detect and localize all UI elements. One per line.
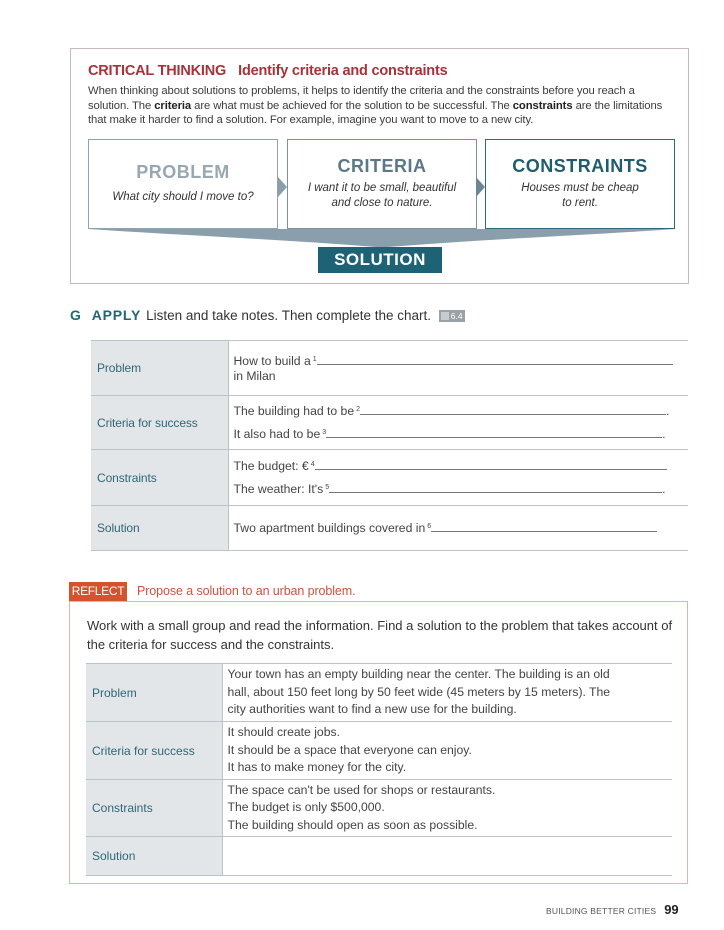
solution-answer-field[interactable] (222, 837, 672, 876)
answer-blank-4[interactable] (315, 469, 667, 470)
row-label: Criteria for success (86, 722, 222, 780)
row-line: It should create jobs. (227, 725, 340, 740)
answer-blank-5[interactable] (329, 492, 662, 493)
fill-line (234, 404, 689, 418)
diagram-constraints-title: CONSTRAINTS (512, 156, 648, 176)
prompt-text: in Milan (233, 368, 276, 383)
critical-thinking-box (70, 48, 689, 284)
prompt-text: The weather: It's (233, 482, 324, 496)
row-label: Problem (86, 664, 222, 722)
diagram-constraints-line: to rent. (562, 197, 598, 209)
reflect-instructions: Work with a small group and read the information. Find a solution to the problem that takes account of the criteria for success and the constraints. (87, 618, 673, 652)
blank-number: 4 (310, 461, 315, 468)
answer-blank-3[interactable] (326, 437, 662, 438)
row-line: city authorities want to find a new use for the building. (227, 702, 517, 717)
blank-number: 2 (356, 406, 361, 413)
text-fragment: are what must be achieved for the solution to be successful. The (191, 99, 513, 112)
page-footer (546, 901, 679, 919)
row-value (222, 664, 672, 722)
prompt-text: The building had to be (233, 404, 355, 418)
diagram-criteria-box (287, 139, 477, 229)
text-fragment: When thinking about solutions to problems, it helps to identify the criteria and the constraints before you reach a solution. The (88, 85, 635, 112)
blank-number: 1 (312, 355, 317, 363)
fill-line (234, 354, 689, 368)
diagram-solution-label: SOLUTION (318, 247, 442, 273)
punctuation: . (666, 404, 670, 418)
row-label: Solution (91, 506, 228, 551)
reflect-box (69, 601, 688, 884)
answer-blank-6[interactable] (431, 531, 657, 532)
critical-thinking-subtitle: Identify criteria and constraints (238, 63, 448, 79)
row-label: Constraints (86, 780, 222, 837)
blank-number: 6 (427, 523, 432, 530)
table-row (86, 722, 672, 780)
diagram-constraints-text (486, 181, 674, 211)
audio-track-badge[interactable] (439, 310, 465, 322)
critical-thinking-label: CRITICAL THINKING (88, 63, 227, 79)
row-line: It should be a space that everyone can enjoy. (227, 742, 472, 757)
row-line: hall, about 150 feet long by 50 feet wide (45 meters by 15 meters). The (227, 684, 611, 699)
audio-icon (441, 312, 449, 320)
row-line: The space can't be used for shops or restaurants. (227, 782, 496, 797)
arrow-right-icon (278, 177, 287, 197)
critical-thinking-text (88, 84, 678, 128)
prompt-text: The budget: € (233, 459, 309, 473)
fill-line (234, 521, 689, 535)
apply-label: APPLY (91, 307, 142, 323)
prompt-text: It also had to be (233, 427, 321, 441)
answer-blank-2[interactable] (360, 414, 666, 415)
blank-number: 3 (322, 429, 327, 436)
table-row (91, 450, 688, 506)
row-line: The budget is only $500,000. (227, 800, 385, 815)
table-row (86, 837, 672, 876)
answer-blank-1[interactable] (317, 364, 673, 365)
diagram-problem-text: What city should I move to? (112, 191, 254, 203)
row-line: Your town has an empty building near the center. The building is an old (227, 667, 610, 682)
reflect-table (86, 663, 672, 876)
row-label: Solution (86, 837, 222, 876)
fill-line (234, 482, 689, 496)
blank-number: 5 (325, 484, 330, 491)
prompt-text: How to build a (233, 353, 311, 368)
diagram-criteria-title: CRITERIA (337, 156, 427, 176)
row-value (222, 780, 672, 837)
table-row (86, 780, 672, 837)
row-value (228, 506, 688, 551)
table-row (91, 341, 688, 396)
fill-line (234, 459, 689, 473)
arrow-right-icon (476, 177, 485, 197)
audio-track-number: 6.4 (450, 311, 463, 321)
punctuation: . (662, 482, 666, 496)
prompt-text: Two apartment buildings covered in (233, 521, 426, 535)
row-line: It has to make money for the city. (227, 760, 407, 775)
apply-instruction: Listen and take notes. Then complete the chart. (146, 308, 432, 323)
punctuation: . (662, 427, 666, 441)
row-label: Constraints (91, 450, 228, 506)
row-value (228, 396, 688, 450)
term-criteria: criteria (154, 99, 192, 112)
diagram-constraints-box (485, 139, 675, 229)
funnel-shape-icon (88, 229, 676, 249)
row-value (228, 450, 688, 506)
diagram-problem-title: PROBLEM (136, 162, 230, 182)
row-label: Problem (91, 341, 228, 396)
table-row (86, 664, 672, 722)
diagram-criteria-line: and close to nature. (331, 197, 433, 209)
reflect-tag: REFLECT (69, 582, 127, 601)
exercise-letter: G (70, 307, 82, 323)
diagram-problem-box (88, 139, 278, 229)
diagram-criteria-line: I want it to be small, beautiful (307, 182, 457, 194)
text-fragment: are the limitations that make it harder to find a solution. For example, imagine you want to move to a new city. (88, 99, 663, 126)
term-constraints: constraints (512, 99, 573, 112)
page-number: 99 (664, 902, 679, 917)
section-title: BUILDING BETTER CITIES (546, 906, 657, 916)
critical-thinking-heading (88, 63, 447, 79)
diagram-criteria-text (288, 181, 476, 211)
row-value (222, 722, 672, 780)
row-value (228, 341, 688, 396)
table-row (91, 396, 688, 450)
row-line: The building should open as soon as possible. (227, 817, 478, 832)
apply-notes-table (91, 340, 688, 551)
reflect-title: Propose a solution to an urban problem. (137, 584, 356, 598)
diagram-constraints-line: Houses must be cheap (521, 182, 639, 194)
row-label: Criteria for success (91, 396, 228, 450)
table-row (91, 506, 688, 551)
apply-heading (70, 307, 465, 323)
fill-line (234, 427, 689, 441)
